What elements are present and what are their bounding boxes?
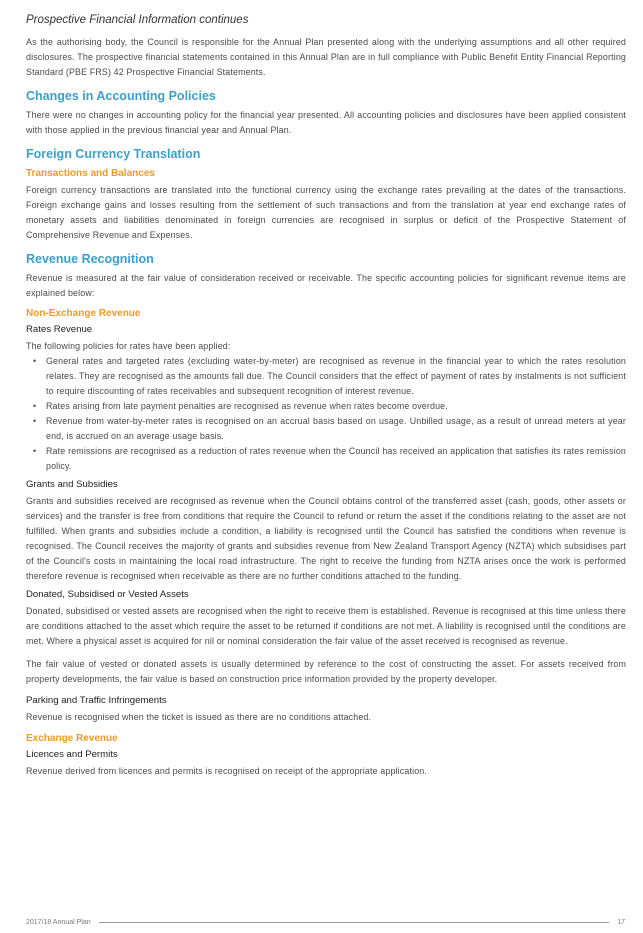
parking-paragraph: Revenue is recognised when the ticket is issued as there are no conditions attached.	[26, 712, 372, 722]
revenue-paragraph: Revenue is measured at the fair value of consideration received or receivable. The specific accounting policies for significant revenue items are explained below:	[26, 273, 626, 298]
footer-divider	[99, 922, 610, 923]
list-item	[26, 354, 626, 399]
changes-heading: Changes in Accounting Policies	[26, 89, 216, 103]
donated-heading: Donated, Subsidised or Vested Assets	[26, 589, 189, 600]
rates-intro: The following policies for rates have been applied:	[26, 341, 231, 351]
bullet-icon: •	[33, 446, 37, 456]
grants-heading: Grants and Subsidies	[26, 479, 118, 490]
bullet-icon: •	[33, 401, 37, 411]
footer-title: 2017/18 Annual Plan	[26, 918, 91, 926]
parking-heading: Parking and Traffic Infringements	[26, 695, 167, 706]
exchange-heading: Exchange Revenue	[26, 733, 118, 744]
rates-list	[26, 354, 626, 474]
rates-heading: Rates Revenue	[26, 324, 93, 335]
page-number: 17	[617, 918, 625, 926]
bullet-icon: •	[33, 356, 37, 366]
list-item-text: General rates and targeted rates (excluding water-by-meter) are recognised as revenue in the financial year to which the rates resolution relates. They are recognised as the amounts fall due. The Council considers that the effect of payment of rates by instalments is not sufficient to require discounting of rates receivables and subsequent recognition of interest revenue.	[46, 356, 626, 396]
list-item-text: Revenue from water-by-meter rates is recognised on an accrual basis based on usage. Unbilled usage, as a result of unread meters at year end, is accrued on an average usage basis.	[46, 416, 626, 441]
donated-paragraph-2: The fair value of vested or donated assets is usually determined by reference to the cost of constructing the asset. For assets received from property developments, the fair value is based on construction price information provided by the property developer.	[26, 659, 626, 684]
page-footer	[26, 917, 625, 927]
intro-paragraph: As the authorising body, the Council is responsible for the Annual Plan presented along with the underlying assumptions and all other required disclosures. The prospective financial statements contained in this Annual Plan are in full compliance with Public Benefit Entity Financial Reporting Standard (PBE FRS) 42 Prospective Financial Statements.	[26, 37, 626, 77]
document-page	[26, 14, 626, 784]
list-item	[26, 444, 626, 474]
changes-paragraph: There were no changes in accounting policy for the financial year presented. All accounting policies and disclosures have been applied consistent with those applied in the previous financial year and Annual Plan.	[26, 110, 626, 135]
foreign-currency-paragraph: Foreign currency transactions are translated into the functional currency using the exchange rates prevailing at the dates of the transactions. Foreign exchange gains and losses resulting from the settlement of such transactions and from the translation at year end exchange rates of monetary assets and liabilities denominated in foreign currencies are recognised in surplus or deficit of the Prospective Statement of Comprehensive Revenue and Expenses.	[26, 185, 626, 240]
list-item	[26, 399, 626, 414]
licences-heading: Licences and Permits	[26, 749, 118, 760]
foreign-currency-heading: Foreign Currency Translation	[26, 147, 201, 161]
non-exchange-heading: Non-Exchange Revenue	[26, 308, 141, 319]
list-item-text: Rates arising from late payment penalties are recognised as revenue when rates become overdue.	[46, 401, 448, 411]
donated-paragraph-1: Donated, subsidised or vested assets are recognised when the right to receive them is established. Revenue is recognised at this time unless there are conditions attached to the asset which require the asset to be returned if conditions are not met. A liability is recognised until the conditions are met. Where a physical asset is acquired for nil or nominal consideration the fair value of the asset received is recognised as revenue.	[26, 606, 626, 646]
continues-title: Prospective Financial Information continues	[26, 14, 249, 26]
bullet-icon: •	[33, 416, 37, 426]
list-item-text: Rate remissions are recognised as a reduction of rates revenue when the Council has received an application that satisfies its rates remission policy.	[46, 446, 626, 471]
revenue-heading: Revenue Recognition	[26, 252, 154, 266]
list-item	[26, 414, 626, 444]
grants-paragraph: Grants and subsidies received are recognised as revenue when the Council obtains control of the transferred asset (cash, goods, other assets or services) and the transfer is free from conditions that require the Council to refund or return the asset if the conditions relating to the asset are not fulfilled. When grants and subsidies include a condition, a liability is recognised until the Council has satisfied the conditions when revenue is recognised. The Council receives the majority of grants and subsidies revenue from New Zealand Transport Agency (NZTA) which subsidises part of the Council's costs in maintaining the local road infrastructure. The right to receive the funding from NZTA arises once the work is performed therefore revenue is recognised when receivable as there are no further conditions attached to the funding.	[26, 496, 626, 581]
transactions-heading: Transactions and Balances	[26, 168, 155, 179]
licences-paragraph: Revenue derived from licences and permits is recognised on receipt of the appropriate application.	[26, 766, 427, 776]
